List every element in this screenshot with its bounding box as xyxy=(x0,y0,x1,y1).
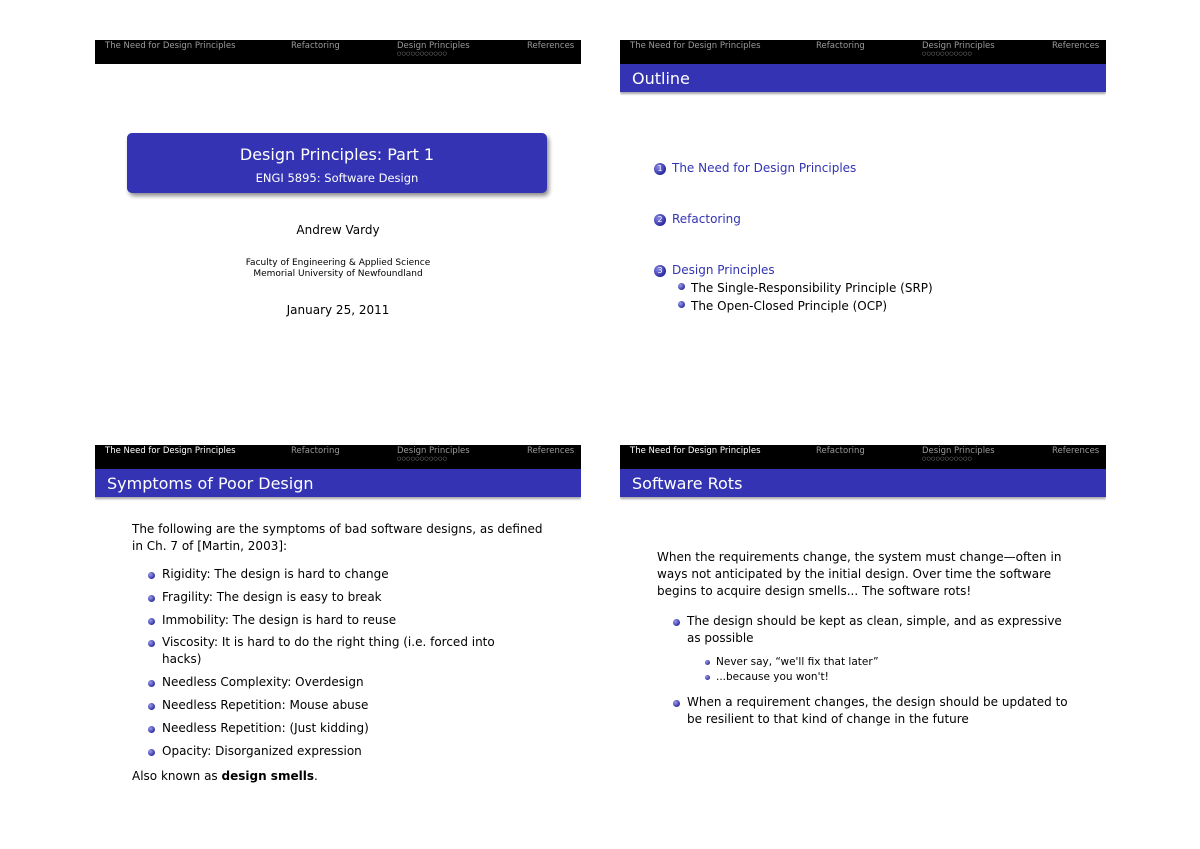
intro-text: The following are the symptoms of bad software designs, as defined in Ch. 7 of [Martin, 2003]: xyxy=(132,522,543,553)
presentation-subtitle: ENGI 5895: Software Design xyxy=(255,171,419,185)
frame-title-bar xyxy=(620,469,1106,497)
author: Andrew Vardy xyxy=(296,223,380,237)
nav-progress-dots[interactable]: ○○○○○○○○○○○ xyxy=(397,456,448,462)
nav-section-refactoring[interactable]: Refactoring xyxy=(816,446,865,456)
bullet-ball-icon xyxy=(673,700,680,707)
design-smells-note: Also known as design smells. xyxy=(132,769,318,783)
bullet-viscosity: Viscosity: It is hard to do the right thing (i.e. forced into hacks) xyxy=(148,634,495,668)
title-box xyxy=(127,133,547,193)
nav-section-design-principles[interactable]: Design Principles xyxy=(397,41,470,51)
frame-title-bar xyxy=(620,64,1106,92)
outline-subitem-srp[interactable]: The Single-Responsibility Principle (SRP) xyxy=(678,281,933,295)
bullet-ball-icon xyxy=(148,572,155,579)
nav-section-refactoring[interactable]: Refactoring xyxy=(816,41,865,51)
nav-progress-dots[interactable]: ○○○○○○○○○○○ xyxy=(397,51,448,57)
subbullet-never-say: Never say, “we'll fix that later” xyxy=(705,655,879,669)
nav-section-references[interactable]: References xyxy=(527,41,575,51)
date: January 25, 2011 xyxy=(286,303,390,317)
slide-symptoms xyxy=(95,445,581,795)
presentation-title: Design Principles: Part 1 xyxy=(239,145,435,164)
bullet-ball-icon xyxy=(705,675,710,680)
frame-title: Symptoms of Poor Design xyxy=(107,474,314,493)
nav-section-design-principles[interactable]: Design Principles xyxy=(922,446,995,456)
bullet-requirement-changes: When a requirement changes, the design should be updated to be resilient to that kind of change in the future xyxy=(673,694,1068,728)
slide-software-rots xyxy=(620,445,1106,795)
bullet-keep-clean: The design should be kept as clean, simple, and as expressive as possible xyxy=(673,613,1062,647)
frame-title-bar xyxy=(95,469,581,497)
outline-item-refactoring[interactable]: 2 Refactoring xyxy=(654,212,741,226)
bullet-needless-complexity: Needless Complexity: Overdesign xyxy=(148,674,364,691)
nav-section-need[interactable]: The Need for Design Principles xyxy=(105,446,236,456)
bullet-opacity: Opacity: Disorganized expression xyxy=(148,743,362,760)
bullet-ball-icon xyxy=(148,680,155,687)
bullet-ball-icon xyxy=(148,703,155,710)
navigation-bar xyxy=(95,40,581,64)
rot-paragraph: When the requirements change, the system must change—often in ways not anticipated by the initial design. Over time the software begins to acquire design smells... The software rots! xyxy=(657,550,1062,598)
nav-section-design-principles[interactable]: Design Principles xyxy=(397,446,470,456)
bullet-ball-icon xyxy=(148,640,155,647)
nav-section-refactoring[interactable]: Refactoring xyxy=(291,446,340,456)
nav-section-design-principles[interactable]: Design Principles xyxy=(922,41,995,51)
bullet-ball-icon xyxy=(148,595,155,602)
navigation-bar xyxy=(95,445,581,469)
bullet-ball-icon xyxy=(148,726,155,733)
navigation-bar xyxy=(620,40,1106,64)
nav-progress-dots[interactable]: ○○○○○○○○○○○ xyxy=(922,51,973,57)
outline-item-design-principles[interactable]: 3 Design Principles xyxy=(654,263,775,277)
bullet-ball-icon xyxy=(148,749,155,756)
bullet-ball-icon xyxy=(148,618,155,625)
subbullet-because: ...because you won't! xyxy=(705,670,829,684)
institute-line-1: Faculty of Engineering & Applied Science xyxy=(245,258,431,268)
number-ball-icon: 1 xyxy=(654,163,666,175)
bullet-immobility: Immobility: The design is hard to reuse xyxy=(148,612,396,629)
bullet-ball-icon xyxy=(705,660,710,665)
navigation-bar xyxy=(620,445,1106,469)
nav-section-refactoring[interactable]: Refactoring xyxy=(291,41,340,51)
bullet-ball-icon xyxy=(673,619,680,626)
bullet-rigidity: Rigidity: The design is hard to change xyxy=(148,566,389,583)
bullet-ball-icon xyxy=(678,301,685,308)
nav-section-references[interactable]: References xyxy=(527,446,575,456)
nav-section-need[interactable]: The Need for Design Principles xyxy=(630,41,761,51)
bullet-just-kidding: Needless Repetition: (Just kidding) xyxy=(148,720,369,737)
nav-section-references[interactable]: References xyxy=(1052,446,1100,456)
number-ball-icon: 2 xyxy=(654,214,666,226)
institute-line-2: Memorial University of Newfoundland xyxy=(253,269,423,279)
nav-section-need[interactable]: The Need for Design Principles xyxy=(105,41,236,51)
slide-title xyxy=(95,40,581,390)
bullet-ball-icon xyxy=(678,283,685,290)
nav-section-need[interactable]: The Need for Design Principles xyxy=(630,446,761,456)
outline-item-need[interactable]: 1 The Need for Design Principles xyxy=(654,161,856,175)
nav-progress-dots[interactable]: ○○○○○○○○○○○ xyxy=(922,456,973,462)
slide-outline xyxy=(620,40,1106,390)
number-ball-icon: 3 xyxy=(654,265,666,277)
bullet-needless-repetition: Needless Repetition: Mouse abuse xyxy=(148,697,368,714)
bullet-fragility: Fragility: The design is easy to break xyxy=(148,589,382,606)
nav-section-references[interactable]: References xyxy=(1052,41,1100,51)
outline-subitem-ocp[interactable]: The Open-Closed Principle (OCP) xyxy=(678,299,887,313)
frame-title: Software Rots xyxy=(632,474,743,493)
frame-title: Outline xyxy=(632,69,690,88)
